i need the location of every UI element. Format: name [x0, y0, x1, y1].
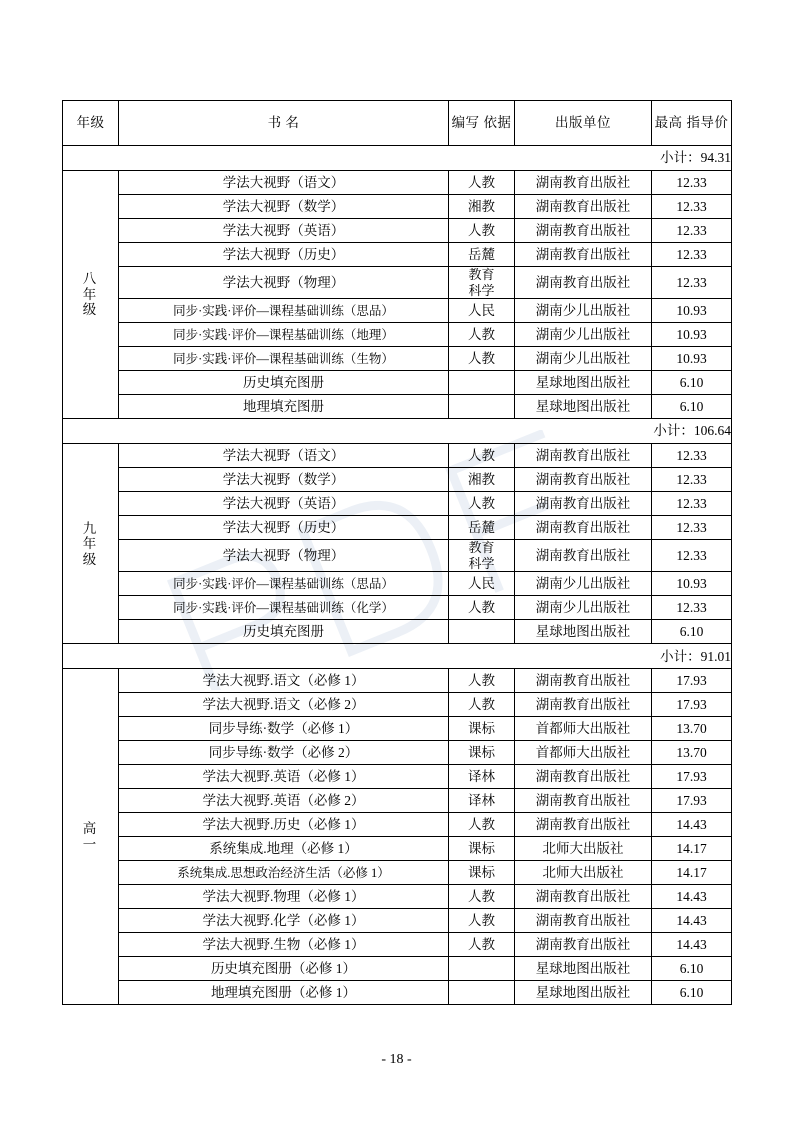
book-name-cell: 地理填充图册（必修 1） — [119, 981, 449, 1005]
table-row — [63, 219, 732, 243]
price-cell: 6.10 — [652, 620, 732, 644]
basis-cell — [449, 957, 515, 981]
publisher-cell: 首都师大出版社 — [515, 717, 652, 741]
table-header-row — [63, 101, 732, 146]
basis-cell: 人教 — [449, 669, 515, 693]
basis-cell — [449, 395, 515, 419]
table-row — [63, 323, 732, 347]
header-basis-line2: 依据 — [483, 114, 512, 130]
price-cell: 6.10 — [652, 395, 732, 419]
publisher-cell: 湖南教育出版社 — [515, 492, 652, 516]
book-name-cell: 同步导练·数学（必修 1） — [119, 717, 449, 741]
book-name-cell: 学法大视野.生物（必修 1） — [119, 933, 449, 957]
price-cell: 12.33 — [652, 444, 732, 468]
book-name-cell: 学法大视野.语文（必修 2） — [119, 693, 449, 717]
publisher-cell: 星球地图出版社 — [515, 395, 652, 419]
table-row — [63, 765, 732, 789]
price-cell: 6.10 — [652, 371, 732, 395]
table-row — [63, 347, 732, 371]
book-name-cell: 学法大视野（物理） — [119, 540, 449, 572]
basis-cell: 人教 — [449, 171, 515, 195]
basis-cell: 人教 — [449, 596, 515, 620]
price-cell: 6.10 — [652, 981, 732, 1005]
table-row — [63, 371, 732, 395]
publisher-cell: 星球地图出版社 — [515, 981, 652, 1005]
price-cell: 14.17 — [652, 837, 732, 861]
subtotal-row — [63, 644, 732, 669]
price-cell: 12.33 — [652, 596, 732, 620]
subtotal-row — [63, 146, 732, 171]
price-cell: 12.33 — [652, 243, 732, 267]
publisher-cell: 湖南少儿出版社 — [515, 323, 652, 347]
book-name-cell: 系统集成.思想政治经济生活（必修 1） — [119, 861, 449, 885]
basis-cell: 人教 — [449, 323, 515, 347]
book-name-cell: 学法大视野（数学） — [119, 195, 449, 219]
basis-cell: 人教 — [449, 693, 515, 717]
table-row — [63, 572, 732, 596]
price-cell: 12.33 — [652, 516, 732, 540]
table-row — [63, 693, 732, 717]
book-name-cell: 学法大视野.英语（必修 2） — [119, 789, 449, 813]
grade-char: 级 — [82, 551, 99, 567]
price-cell: 12.33 — [652, 267, 732, 299]
grade-char: 八 — [82, 271, 99, 287]
price-cell: 14.17 — [652, 861, 732, 885]
basis-cell: 课标 — [449, 741, 515, 765]
basis-cell: 人教 — [449, 492, 515, 516]
table-header — [63, 101, 732, 146]
grade-cell — [63, 171, 119, 419]
table-row — [63, 741, 732, 765]
publisher-cell: 星球地图出版社 — [515, 620, 652, 644]
book-name-cell: 同步·实践·评价—课程基础训练（生物） — [119, 347, 449, 371]
book-name-cell: 学法大视野（物理） — [119, 267, 449, 299]
publisher-cell: 湖南教育出版社 — [515, 243, 652, 267]
table-row — [63, 243, 732, 267]
publisher-cell: 北师大出版社 — [515, 861, 652, 885]
basis-cell: 人教 — [449, 909, 515, 933]
basis-cell: 人教 — [449, 933, 515, 957]
price-cell: 17.93 — [652, 669, 732, 693]
basis-cell: 人教 — [449, 885, 515, 909]
book-name-cell: 学法大视野（历史） — [119, 243, 449, 267]
publisher-cell: 湖南教育出版社 — [515, 789, 652, 813]
header-price-line2: 指导价 — [686, 114, 729, 130]
price-cell: 10.93 — [652, 347, 732, 371]
publisher-cell: 北师大出版社 — [515, 837, 652, 861]
basis-cell: 人教 — [449, 813, 515, 837]
basis-cell — [449, 540, 515, 572]
table-row — [63, 468, 732, 492]
header-publisher: 出版单位 — [515, 101, 652, 146]
publisher-cell: 湖南少儿出版社 — [515, 299, 652, 323]
publisher-cell: 湖南教育出版社 — [515, 516, 652, 540]
book-name-cell: 学法大视野.历史（必修 1） — [119, 813, 449, 837]
subtotal-text: 小计：106.64 — [63, 419, 732, 444]
book-name-cell: 同步·实践·评价—课程基础训练（思品） — [119, 572, 449, 596]
price-cell: 6.10 — [652, 957, 732, 981]
basis-cell: 湘教 — [449, 468, 515, 492]
basis-line: 科学 — [468, 555, 495, 571]
table-row — [63, 516, 732, 540]
price-cell: 12.33 — [652, 540, 732, 572]
price-cell: 12.33 — [652, 195, 732, 219]
price-cell: 17.93 — [652, 789, 732, 813]
basis-cell: 人民 — [449, 572, 515, 596]
publisher-cell: 湖南教育出版社 — [515, 195, 652, 219]
header-basis-line1: 编写 — [451, 114, 480, 130]
table-row — [63, 909, 732, 933]
table-row — [63, 957, 732, 981]
basis-cell: 岳麓 — [449, 243, 515, 267]
publisher-cell: 首都师大出版社 — [515, 741, 652, 765]
table-row — [63, 933, 732, 957]
table-row — [63, 395, 732, 419]
table-row — [63, 195, 732, 219]
book-name-cell: 学法大视野（英语） — [119, 492, 449, 516]
book-name-cell: 学法大视野（英语） — [119, 219, 449, 243]
price-cell: 17.93 — [652, 693, 732, 717]
book-name-cell: 历史填充图册（必修 1） — [119, 957, 449, 981]
grade-cell — [63, 444, 119, 644]
subtotal-text: 小计：94.31 — [63, 146, 732, 171]
price-cell: 14.43 — [652, 813, 732, 837]
basis-cell: 译林 — [449, 765, 515, 789]
publisher-cell: 湖南教育出版社 — [515, 909, 652, 933]
book-name-cell: 学法大视野（语文） — [119, 444, 449, 468]
subtotal-text: 小计：91.01 — [63, 644, 732, 669]
price-cell: 12.33 — [652, 219, 732, 243]
grade-char: 级 — [82, 302, 99, 318]
book-name-cell: 历史填充图册 — [119, 620, 449, 644]
grade-char: 年 — [82, 286, 99, 302]
book-name-cell: 学法大视野.物理（必修 1） — [119, 885, 449, 909]
publisher-cell: 湖南教育出版社 — [515, 933, 652, 957]
grade-char: 年 — [82, 536, 99, 552]
publisher-cell: 湖南少儿出版社 — [515, 572, 652, 596]
price-cell: 13.70 — [652, 717, 732, 741]
basis-cell: 岳麓 — [449, 516, 515, 540]
price-cell: 14.43 — [652, 885, 732, 909]
price-cell: 10.93 — [652, 299, 732, 323]
price-cell: 12.33 — [652, 468, 732, 492]
book-name-cell: 历史填充图册 — [119, 371, 449, 395]
basis-cell: 人教 — [449, 347, 515, 371]
publisher-cell: 湖南教育出版社 — [515, 540, 652, 572]
grade-char: 高 — [82, 821, 99, 837]
book-name-cell: 学法大视野.化学（必修 1） — [119, 909, 449, 933]
table-body — [63, 146, 732, 1005]
basis-cell: 人教 — [449, 219, 515, 243]
table-row — [63, 885, 732, 909]
basis-cell: 湘教 — [449, 195, 515, 219]
header-price — [652, 101, 732, 146]
book-name-cell: 地理填充图册 — [119, 395, 449, 419]
grade-cell — [63, 669, 119, 1005]
table-row — [63, 596, 732, 620]
subtotal-row — [63, 419, 732, 444]
table-row — [63, 620, 732, 644]
table-row — [63, 540, 732, 572]
basis-cell — [449, 267, 515, 299]
table-row — [63, 299, 732, 323]
table-row — [63, 444, 732, 468]
book-name-cell: 学法大视野.语文（必修 1） — [119, 669, 449, 693]
grade-char: 九 — [82, 520, 99, 536]
basis-line: 教育 — [468, 267, 495, 282]
book-name-cell: 系统集成.地理（必修 1） — [119, 837, 449, 861]
publisher-cell: 湖南少儿出版社 — [515, 596, 652, 620]
header-book-name: 书 名 — [119, 101, 449, 146]
publisher-cell: 湖南教育出版社 — [515, 219, 652, 243]
table-row — [63, 267, 732, 299]
publisher-cell: 湖南教育出版社 — [515, 765, 652, 789]
publisher-cell: 星球地图出版社 — [515, 371, 652, 395]
basis-line: 教育 — [468, 540, 495, 556]
grade-char: 一 — [82, 836, 99, 852]
book-name-cell: 学法大视野.英语（必修 1） — [119, 765, 449, 789]
publisher-cell: 湖南教育出版社 — [515, 669, 652, 693]
basis-cell: 课标 — [449, 837, 515, 861]
textbook-price-table — [62, 100, 732, 1005]
book-name-cell: 同步·实践·评价—课程基础训练（地理） — [119, 323, 449, 347]
page-number: - 18 - — [381, 1052, 412, 1067]
publisher-cell: 星球地图出版社 — [515, 957, 652, 981]
book-name-cell: 学法大视野（语文） — [119, 171, 449, 195]
basis-cell: 人教 — [449, 444, 515, 468]
basis-line: 科学 — [468, 282, 495, 298]
publisher-cell: 湖南教育出版社 — [515, 267, 652, 299]
basis-cell — [449, 981, 515, 1005]
basis-cell: 课标 — [449, 861, 515, 885]
table-row — [63, 981, 732, 1005]
publisher-cell: 湖南教育出版社 — [515, 693, 652, 717]
publisher-cell: 湖南教育出版社 — [515, 813, 652, 837]
book-name-cell: 同步·实践·评价—课程基础训练（化学） — [119, 596, 449, 620]
table-row — [63, 717, 732, 741]
price-cell: 10.93 — [652, 323, 732, 347]
price-cell: 14.43 — [652, 933, 732, 957]
basis-cell: 人民 — [449, 299, 515, 323]
price-cell: 17.93 — [652, 765, 732, 789]
publisher-cell: 湖南教育出版社 — [515, 468, 652, 492]
header-basis — [449, 101, 515, 146]
header-price-line1: 最高 — [654, 114, 683, 130]
price-cell: 14.43 — [652, 909, 732, 933]
basis-cell — [449, 371, 515, 395]
book-name-cell: 学法大视野（数学） — [119, 468, 449, 492]
book-name-cell: 同步导练·数学（必修 2） — [119, 741, 449, 765]
publisher-cell: 湖南教育出版社 — [515, 171, 652, 195]
publisher-cell: 湖南少儿出版社 — [515, 347, 652, 371]
header-grade: 年级 — [63, 101, 119, 146]
table-row — [63, 669, 732, 693]
basis-cell: 译林 — [449, 789, 515, 813]
book-name-cell: 同步·实践·评价—课程基础训练（思品） — [119, 299, 449, 323]
table-row — [63, 813, 732, 837]
table-row — [63, 789, 732, 813]
table-row — [63, 171, 732, 195]
table-row — [63, 861, 732, 885]
table-row — [63, 492, 732, 516]
price-cell: 12.33 — [652, 492, 732, 516]
book-name-cell: 学法大视野（历史） — [119, 516, 449, 540]
price-cell: 10.93 — [652, 572, 732, 596]
table-row — [63, 837, 732, 861]
price-cell: 12.33 — [652, 171, 732, 195]
publisher-cell: 湖南教育出版社 — [515, 444, 652, 468]
basis-cell — [449, 620, 515, 644]
price-cell: 13.70 — [652, 741, 732, 765]
basis-cell: 课标 — [449, 717, 515, 741]
publisher-cell: 湖南教育出版社 — [515, 885, 652, 909]
